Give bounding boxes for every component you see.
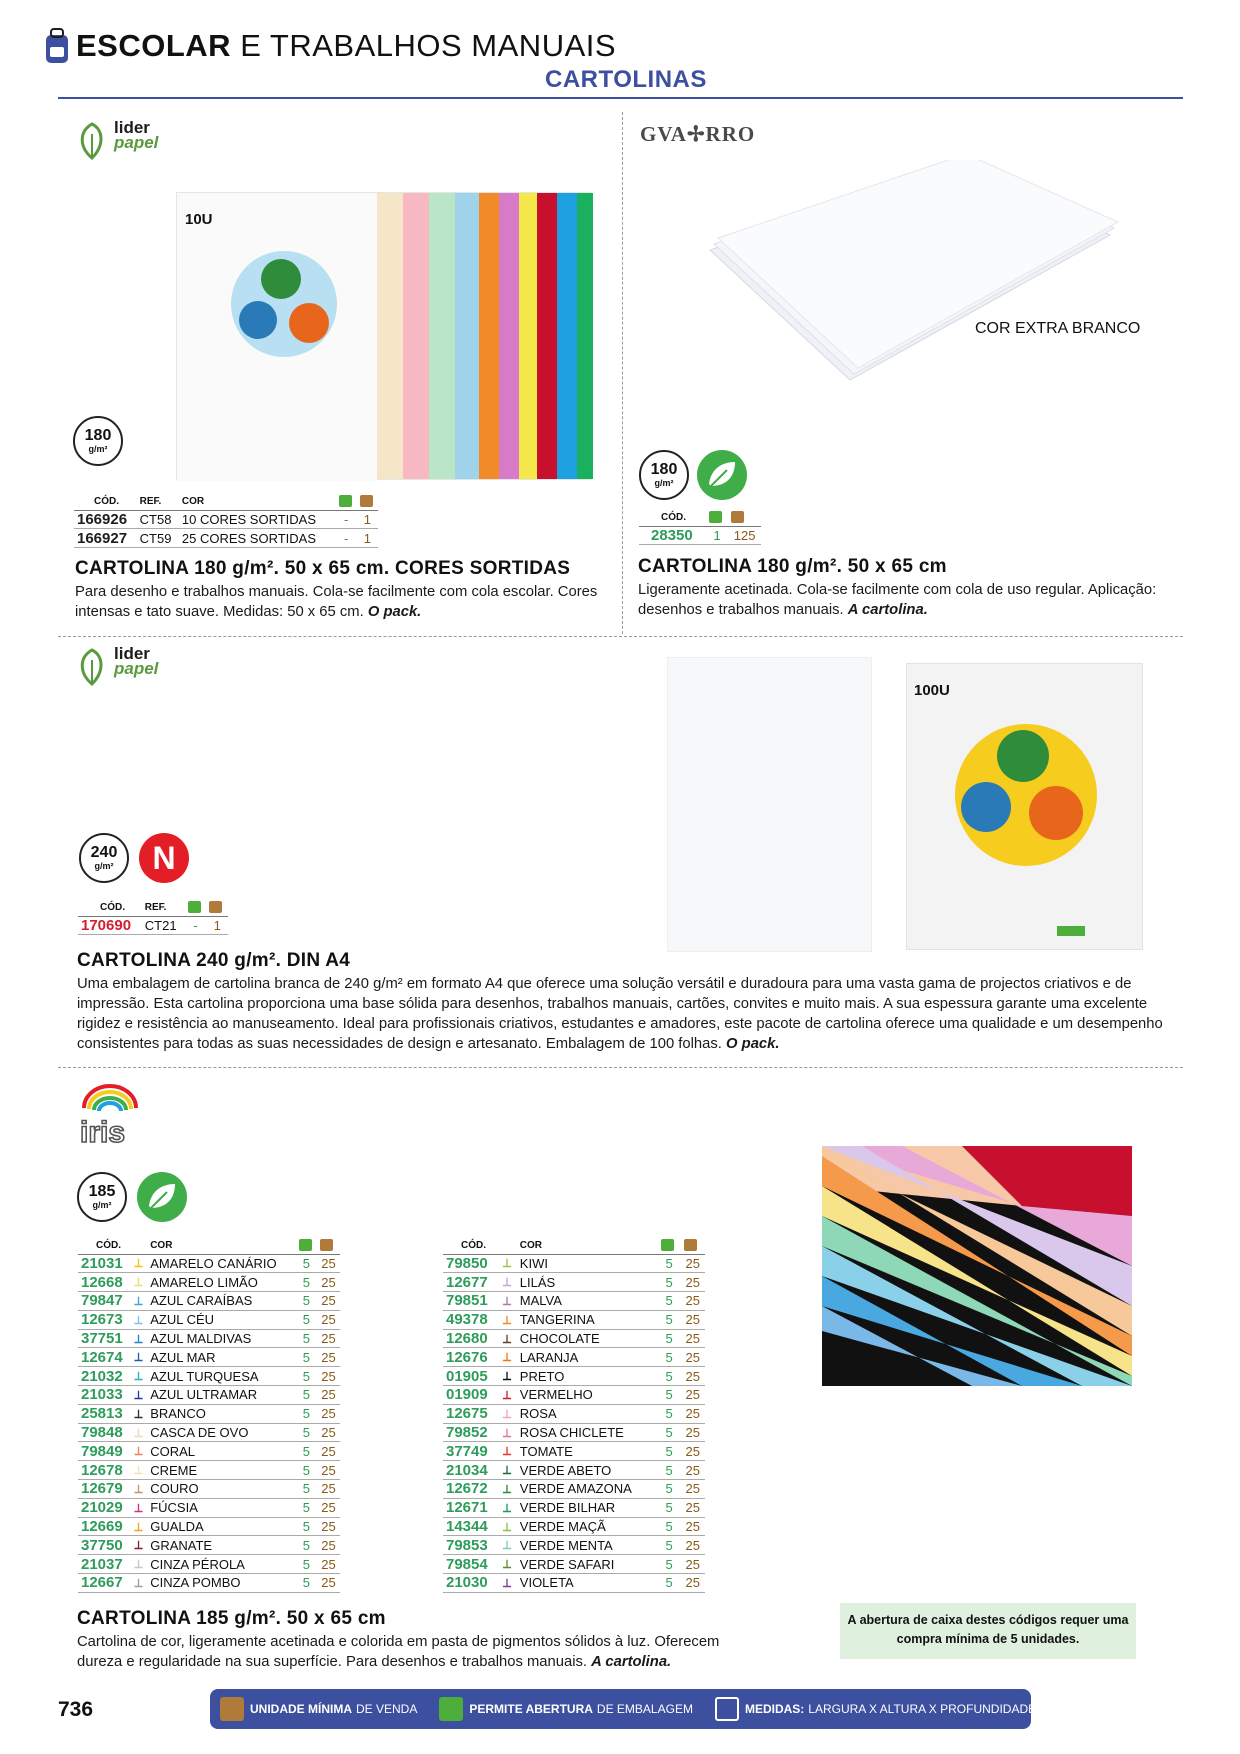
table-row: 79848 ⟂ CASCA DE OVO 5 25 [78,1423,340,1442]
legend-item: PERMITE ABERTURA DE EMBALAGEM [439,1697,693,1721]
table-row: 12678 ⟂ CREME 5 25 [78,1461,340,1480]
table-row: 21031 ⟂ AMARELO CANÁRIO 5 25 [78,1254,340,1273]
table-row: 79851 ⟂ MALVA 5 25 [443,1292,705,1311]
col-cor: COR [179,493,336,510]
color-swatch-mark: ⟂ [134,1425,143,1440]
color-swatch-mark: ⟂ [503,1256,512,1271]
flower-circle [955,724,1097,866]
color-swatch-mark: ⟂ [503,1538,512,1553]
color-swatch-mark: ⟂ [503,1331,512,1346]
col-cod: CÓD. [78,899,142,916]
leaf-icon [74,118,114,162]
table-row: 79849 ⟂ CORAL 5 25 [78,1442,340,1461]
table-row: 12680 ⟂ CHOCOLATE 5 25 [443,1329,705,1348]
table-row: 14344 ⟂ VERDE MAÇÃ 5 25 [443,1517,705,1536]
table-row: 21033 ⟂ AZUL ULTRAMAR 5 25 [78,1386,340,1405]
section-divider [58,1067,1183,1068]
product-image-white-sheets [700,160,1120,390]
color-swatch-mark: ⟂ [503,1425,512,1440]
color-swatch-mark: ⟂ [503,1406,512,1421]
section-title: CARTOLINAS [545,66,707,93]
color-swatch-mark: ⟂ [134,1444,143,1459]
gift-icon [661,1239,674,1251]
table-row: 79853 ⟂ VERDE MENTA 5 25 [443,1536,705,1555]
gift-icon [709,511,722,523]
color-swatch-mark: ⟂ [134,1275,143,1290]
color-swatch-mark: ⟂ [503,1557,512,1572]
product-description: Cartolina de cor, ligeramente acetinada e colorida em pasta de pigmentos sólidos à luz. Oferecem dureza e regularidade na sua superfície. Para desenhos e trabalhos manuais. A cartolina. [77,1634,720,1670]
table-row: 01905 ⟂ PRETO 5 25 [443,1367,705,1386]
table-row: 12676 ⟂ LARANJA 5 25 [443,1348,705,1367]
table-row: 21034 ⟂ VERDE ABETO 5 25 [443,1461,705,1480]
color-swatch-mark: ⟂ [134,1369,143,1384]
backpack-icon [44,27,70,65]
color-swatch-mark: ⟂ [503,1369,512,1384]
color-swatch-mark: ⟂ [503,1444,512,1459]
color-swatch-mark: ⟂ [503,1293,512,1308]
gift-icon [339,495,352,507]
color-table-left [78,1237,340,1593]
box-icon [320,1239,333,1251]
weight-badge: 185 g/m² [77,1172,127,1222]
weight-badge: 240 g/m² [79,833,129,883]
color-swatch-mark: ⟂ [134,1331,143,1346]
product-table [78,899,228,935]
legend-bar [210,1689,1037,1729]
color-swatch-mark: ⟂ [134,1406,143,1421]
product-table [639,509,761,545]
product-image-colored-sheets [822,1146,1132,1386]
col-cod: CÓD. [78,1237,132,1254]
table-row: 12677 ⟂ LILÁS 5 25 [443,1273,705,1292]
column-divider [622,112,623,634]
table-row: 166926 CT58 10 CORES SORTIDAS - 1 [74,510,378,529]
table-row: 01909 ⟂ VERMELHO 5 25 [443,1386,705,1405]
box-icon [220,1697,244,1721]
color-swatch-mark: ⟂ [134,1387,143,1402]
svg-text:iris: iris [80,1116,126,1146]
minimum-purchase-note: A abertura de caixa destes códigos requer uma compra mínima de 5 unidades. [840,1603,1136,1659]
product-table [74,493,378,548]
table-row: 12669 ⟂ GUALDA 5 25 [78,1517,340,1536]
product-description: Uma embalagem de cartolina branca de 240 g/m² em formato A4 que oferece uma solução versátil e duradoura para uma vasta gama de projectos criativos e de impressão. Esta cartolina proporciona uma base sólida para desenhos, trabalhos manuais, cartões, convites e muito mais. A sua espessura garante uma excelente rigidez e resistência ao manuseamento. Ideal para profissionais criativos, estudantes e amadores, este pacote de cartolina oferece uma qualidade e um desempenho consistentes para todas as suas necessidades de design e artesanato. Embalagem de 100 folhas. O pack. [77,976,1163,1052]
color-swatch-mark: ⟂ [134,1557,143,1572]
table-row: 21032 ⟂ AZUL TURQUESA 5 25 [78,1367,340,1386]
product-image-pack-10u [176,192,592,480]
page-number: 736 [58,1698,94,1721]
color-swatch-mark: ⟂ [503,1312,512,1327]
table-row: 37749 ⟂ TOMATE 5 25 [443,1442,705,1461]
table-row: 12672 ⟂ VERDE AMAZONA 5 25 [443,1480,705,1499]
page-title: ESCOLAR E TRABALHOS MANUAIS [76,28,617,63]
table-row: 28350 1 125 [639,526,761,545]
brand-logo-iris [76,1082,144,1146]
new-badge: N [139,833,189,883]
brand-logo-gvarro: GVA✢RRO [640,122,756,146]
color-swatch-mark: ⟂ [503,1350,512,1365]
col-cod: CÓD. [443,1237,500,1254]
color-swatch-mark: ⟂ [503,1519,512,1534]
table-row: 170690 CT21 - 1 [78,916,228,935]
table-row: 37750 ⟂ GRANATE 5 25 [78,1536,340,1555]
color-swatch-mark: ⟂ [503,1463,512,1478]
col-ref: REF. [142,899,185,916]
product-image-a4-sheet [667,657,872,952]
col-cor: COR [147,1237,296,1254]
leaf-icon [137,1172,187,1222]
table-row: 12668 ⟂ AMARELO LIMÃO 5 25 [78,1273,340,1292]
table-row: 25813 ⟂ BRANCO 5 25 [78,1404,340,1423]
box-icon [360,495,373,507]
table-row: 12673 ⟂ AZUL CÉU 5 25 [78,1310,340,1329]
table-row: 12667 ⟂ CINZA POMBO 5 25 [78,1574,340,1593]
product-description: Ligeramente acetinada. Cola-se facilmente com cola de uso regular. Aplicação: desenhos e trabalhos manuais. A cartolina. [638,582,1157,618]
product-title: CARTOLINA 240 g/m². DIN A4 [77,950,351,971]
eco-leaf-badge [137,1172,187,1222]
table-row: 166927 CT59 25 CORES SORTIDAS - 1 [74,529,378,548]
brand-logo-liderpapel: lider papel [74,118,174,162]
table-row: 21037 ⟂ CINZA PÉROLA 5 25 [78,1555,340,1574]
color-swatch-mark: ⟂ [503,1500,512,1515]
table-row: 79854 ⟂ VERDE SAFARI 5 25 [443,1555,705,1574]
color-swatch-mark: ⟂ [134,1500,143,1515]
section-divider [58,636,1183,637]
table-row: 12679 ⟂ COURO 5 25 [78,1480,340,1499]
box-icon [209,901,222,913]
color-swatch-mark: ⟂ [503,1275,512,1290]
product-title: CARTOLINA 180 g/m². 50 x 65 cm. CORES SORTIDAS [75,558,571,579]
brand-logo-liderpapel: lider papel [74,644,174,688]
box-icon [684,1239,697,1251]
table-row: 12675 ⟂ ROSA 5 25 [443,1404,705,1423]
color-swatch-mark: ⟂ [134,1538,143,1553]
table-row: 79847 ⟂ AZUL CARAÍBAS 5 25 [78,1292,340,1311]
leaf-icon [697,450,747,500]
color-swatch-mark: ⟂ [134,1350,143,1365]
color-swatch-mark: ⟂ [134,1575,143,1590]
color-label: COR EXTRA BRANCO [975,320,1141,337]
eco-leaf-badge [697,450,747,500]
col-ref: REF. [137,493,179,510]
table-row: 12674 ⟂ AZUL MAR 5 25 [78,1348,340,1367]
table-row: 79850 ⟂ KIWI 5 25 [443,1254,705,1273]
product-title: CARTOLINA 185 g/m². 50 x 65 cm [77,1608,386,1629]
legend-item: MEDIDAS: LARGURA X ALTURA X PROFUNDIDADE [715,1697,1036,1721]
color-swatch-mark: ⟂ [134,1481,143,1496]
product-description: Para desenho e trabalhos manuais. Cola-se facilmente com cola escolar. Cores intensas e tato suave. Medidas: 50 x 65 cm. O pack. [75,584,598,620]
gift-icon [299,1239,312,1251]
pack-label: 100U [914,682,950,699]
dimensions-icon [715,1697,739,1721]
color-swatch-mark: ⟂ [134,1519,143,1534]
table-row: 12671 ⟂ VERDE BILHAR 5 25 [443,1498,705,1517]
col-cod: CÓD. [74,493,137,510]
weight-badge: 180 g/m² [73,416,123,466]
product-image-pack-100u [906,663,1143,950]
table-row: 37751 ⟂ AZUL MALDIVAS 5 25 [78,1329,340,1348]
legend-item: UNIDADE MÍNIMA DE VENDA [220,1697,417,1721]
table-row: 21030 ⟂ VIOLETA 5 25 [443,1574,705,1593]
box-icon [731,511,744,523]
color-swatch-mark: ⟂ [134,1312,143,1327]
color-swatch-mark: ⟂ [134,1256,143,1271]
color-swatch-mark: ⟂ [134,1463,143,1478]
flower-circle [231,251,337,357]
col-box [357,493,378,510]
gift-icon [188,901,201,913]
pack-label: 10U [185,211,213,228]
product-title: CARTOLINA 180 g/m². 50 x 65 cm [638,556,947,577]
color-table-right [443,1237,705,1593]
weight-badge: 180 g/m² [639,450,689,500]
color-swatch-mark: ⟂ [503,1481,512,1496]
header-rule [58,97,1183,99]
color-swatch-mark: ⟂ [134,1293,143,1308]
table-row: 79852 ⟂ ROSA CHICLETE 5 25 [443,1423,705,1442]
gift-icon [439,1697,463,1721]
col-gift [336,493,357,510]
table-row: 21029 ⟂ FÚCSIA 5 25 [78,1498,340,1517]
col-cod: CÓD. [639,509,706,526]
color-swatch-mark: ⟂ [503,1575,512,1590]
table-row: 49378 ⟂ TANGERINA 5 25 [443,1310,705,1329]
color-swatch-mark: ⟂ [503,1387,512,1402]
col-cor: COR [517,1237,658,1254]
leaf-icon [74,644,114,688]
